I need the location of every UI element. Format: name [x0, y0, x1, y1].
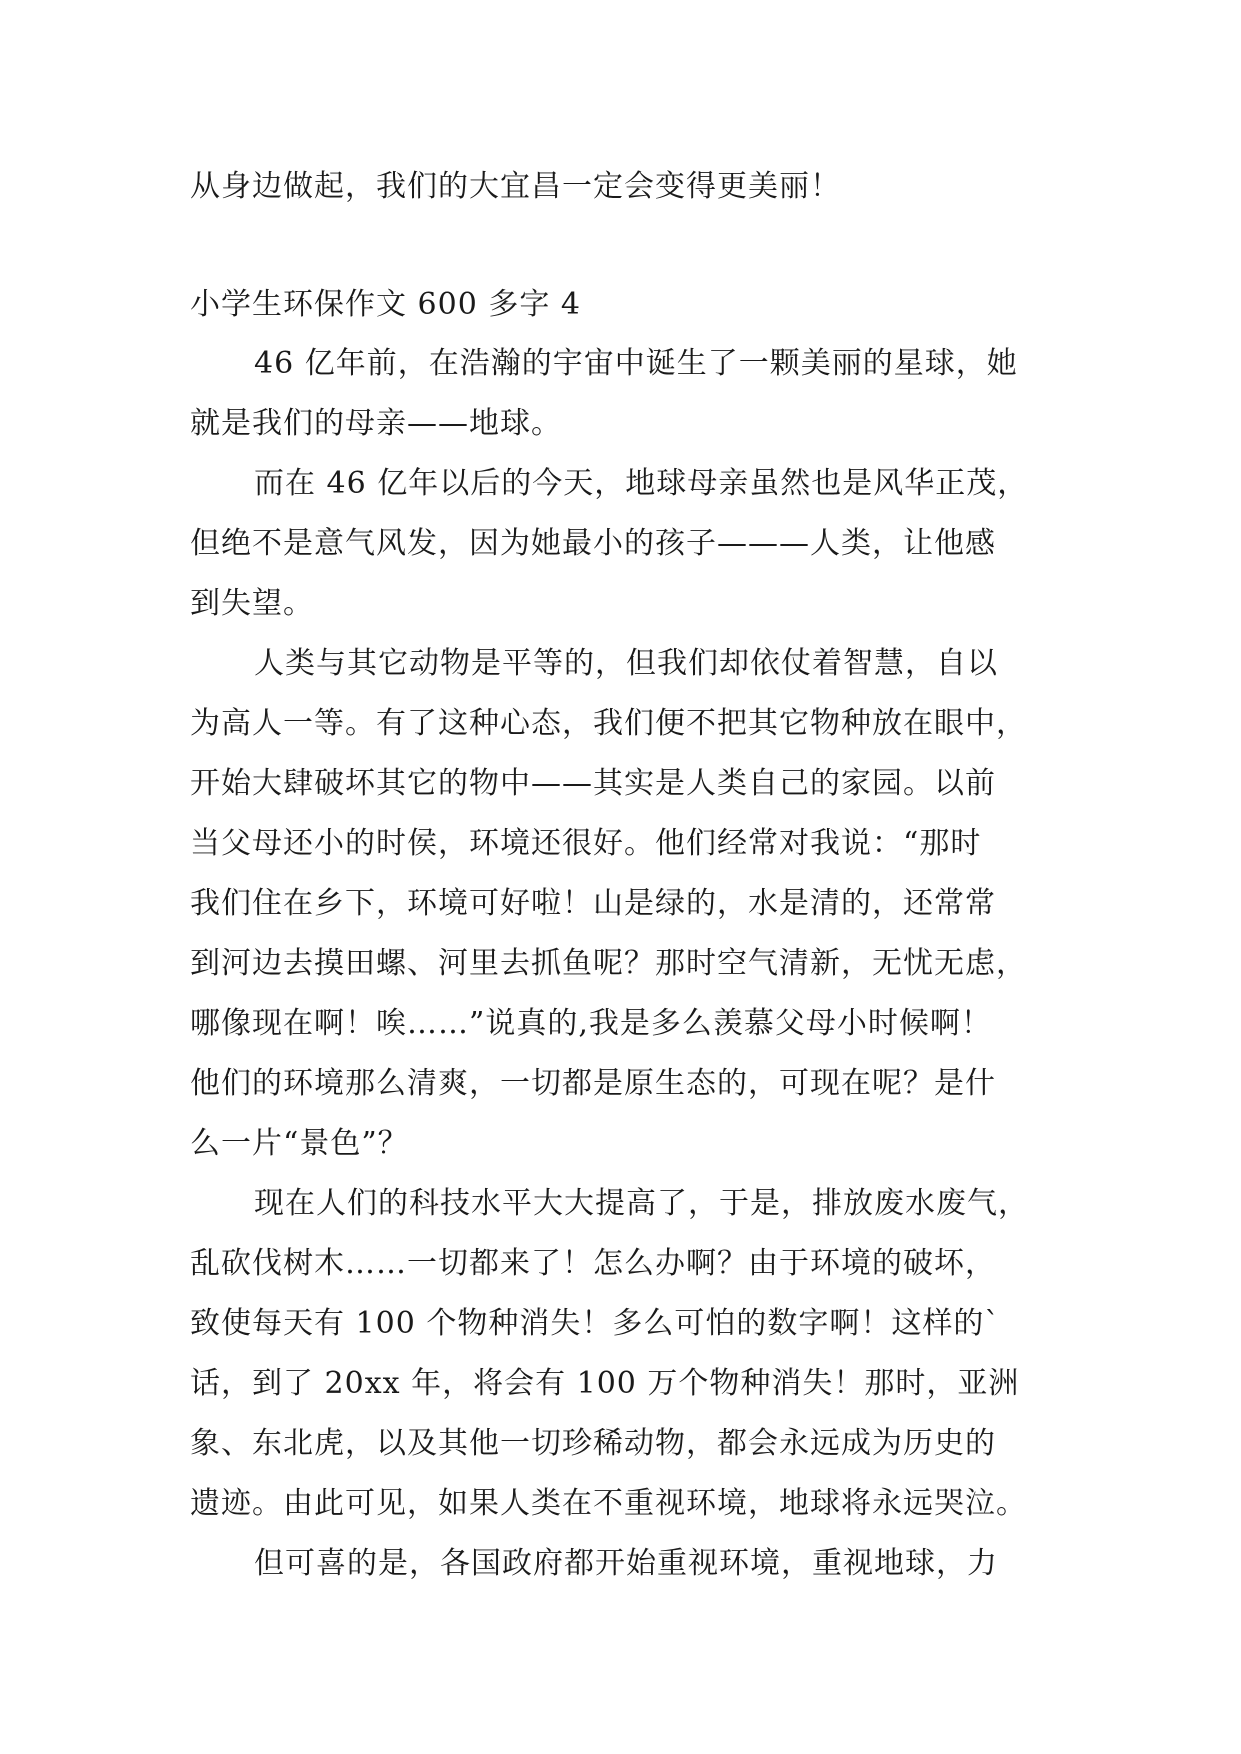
text-line: 开始大肆破坏其它的物中——其实是人类自己的家园。以前	[190, 766, 996, 801]
text-line: 就是我们的母亲——地球。	[190, 406, 562, 441]
text-line: 致使每天有 100 个物种消失！多么可怕的数字啊！这样的`	[190, 1306, 1001, 1341]
essay-title: 小学生环保作文 600 多字 4	[190, 287, 581, 322]
paragraph-first-line: 而在 46 亿年以后的今天，地球母亲虽然也是风华正茂，	[254, 466, 1029, 501]
text-line: 为高人一等。有了这种心态，我们便不把其它物种放在眼中，	[190, 706, 1027, 741]
text-line: 从身边做起，我们的大宜昌一定会变得更美丽！	[190, 169, 841, 204]
text-line: 他们的环境那么清爽，一切都是原生态的，可现在呢？是什	[190, 1066, 996, 1101]
intro-paragraph	[190, 157, 1050, 217]
text-line: 话，到了 20xx 年，将会有 100 万个物种消失！那时，亚洲	[190, 1366, 1020, 1401]
text-line: 到失望。	[190, 586, 314, 621]
paragraph-first-line: 现在人们的科技水平大大提高了，于是，排放废水废气，	[254, 1186, 1029, 1221]
text-line: 到河边去摸田螺、河里去抓鱼呢？那时空气清新，无忧无虑，	[190, 946, 1027, 981]
text-line: 哪像现在啊！唉……”说真的,我是多么羡慕父母小时候啊！	[190, 1006, 992, 1041]
text-line: 么一片“景色”？	[190, 1126, 409, 1161]
text-line: 遗迹。由此可见，如果人类在不重视环境，地球将永远哭泣。	[190, 1486, 1027, 1521]
text-line: 乱砍伐树木……一切都来了！怎么办啊？由于环境的破坏，	[190, 1246, 996, 1281]
text-line: 象、东北虎，以及其他一切珍稀动物，都会永远成为历史的	[190, 1426, 996, 1461]
text-line: 我们住在乡下，环境可好啦！山是绿的，水是清的，还常常	[190, 886, 996, 921]
essay-body	[190, 334, 1050, 1594]
text-line: 当父母还小的时侯，环境还很好。他们经常对我说：“那时	[190, 826, 982, 861]
essay-title-block	[190, 275, 1050, 335]
paragraph-first-line: 46 亿年前，在浩瀚的宇宙中诞生了一颗美丽的星球，她	[254, 346, 1018, 381]
paragraph-first-line: 人类与其它动物是平等的，但我们却依仗着智慧，自以	[254, 646, 998, 681]
text-line: 但绝不是意气风发，因为她最小的孩子———人类，让他感	[190, 526, 996, 561]
paragraph-first-line: 但可喜的是，各国政府都开始重视环境，重视地球，力	[254, 1546, 998, 1581]
